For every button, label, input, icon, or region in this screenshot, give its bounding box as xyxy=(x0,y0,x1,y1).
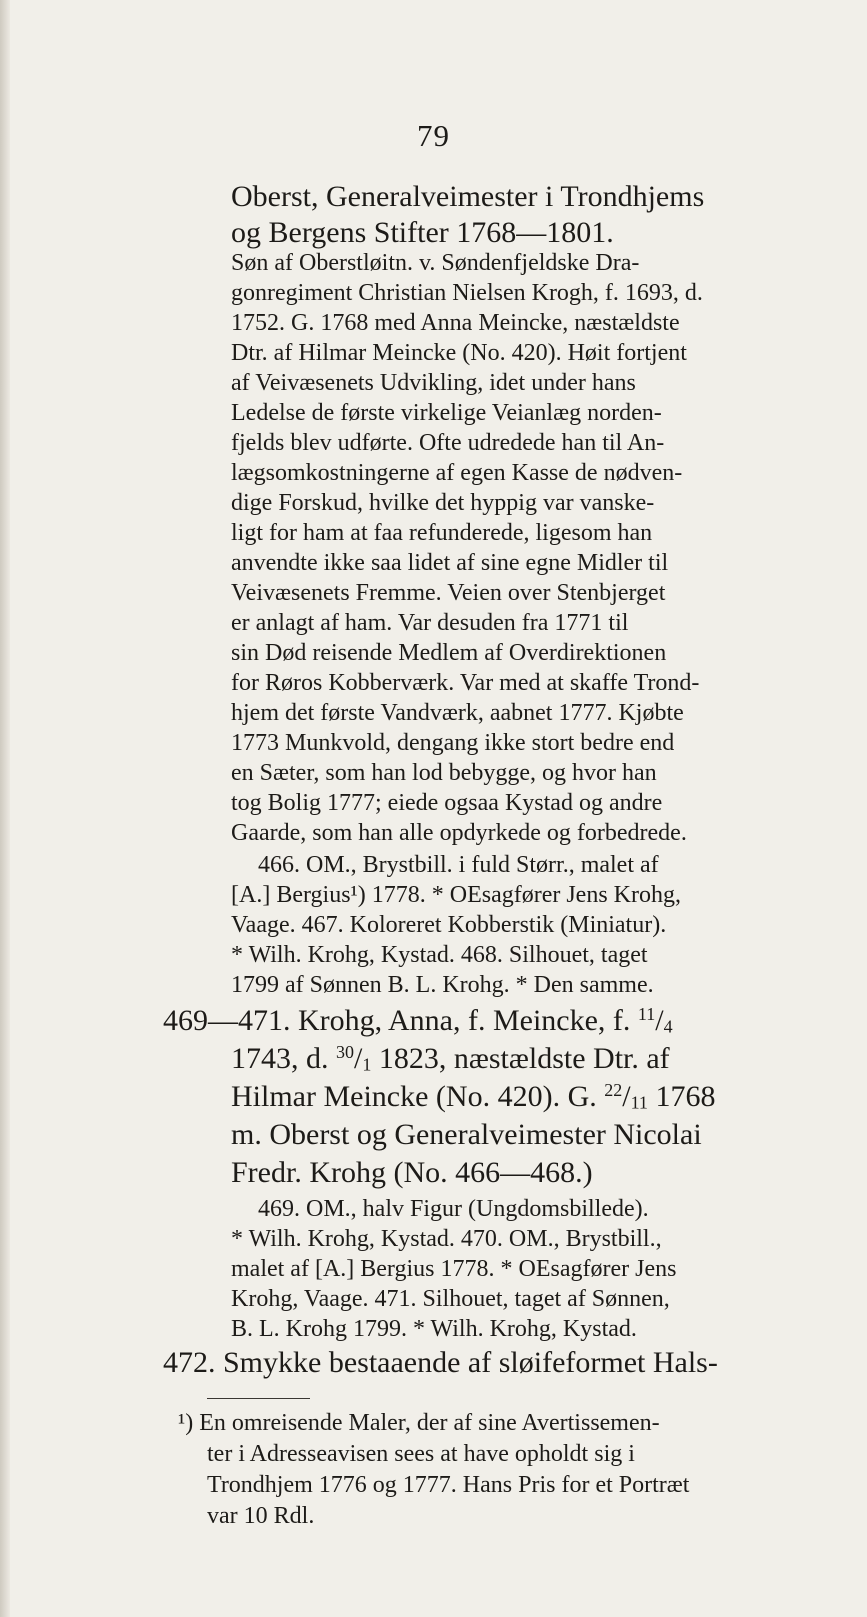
entry-text: 1743, d. xyxy=(231,1042,336,1075)
body-line: hjem det første Vandværk, aabnet 1777. Kjøbte xyxy=(231,700,684,726)
catalog-line: 466. OM., Brystbill. i fuld Størr., malet af xyxy=(258,852,659,878)
body-line: fjelds blev udførte. Ofte udredede han til An- xyxy=(231,430,665,456)
heading-line-1: Oberst, Generalveimester i Trondhjems xyxy=(231,180,705,213)
date-numerator: 30 xyxy=(336,1042,354,1063)
catalog-line: * Wilh. Krohg, Kystad. 470. OM., Brystbill., xyxy=(231,1226,662,1252)
catalog-line: Vaage. 467. Koloreret Kobberstik (Miniatur). xyxy=(231,912,667,938)
body-line: Dtr. af Hilmar Meincke (No. 420). Høit fortjent xyxy=(231,340,687,366)
body-line: ligt for ham at faa refunderede, ligesom han xyxy=(231,520,653,546)
entry-472: 472. Smykke bestaaende af sløifeformet Hals- xyxy=(163,1346,718,1379)
body-line: for Røros Kobberværk. Var med at skaffe Trond- xyxy=(231,670,700,696)
catalog-line: 1799 af Sønnen B. L. Krohg. * Den samme. xyxy=(231,972,654,998)
entry-text: 1768 xyxy=(647,1080,716,1113)
entry-line: 469—471. Krohg, Anna, f. Meincke, f. $^{11}/_4$ xyxy=(163,1004,673,1037)
footnote-line: ter i Adresseavisen sees at have opholdt sig i xyxy=(207,1441,635,1467)
body-line: lægsomkostningerne af egen Kasse de nødven- xyxy=(231,460,683,486)
body-line: dige Forskud, hvilke det hyppig var vanske- xyxy=(231,490,655,516)
catalog-line: Krohg, Vaage. 471. Silhouet, taget af Sønnen, xyxy=(231,1286,670,1312)
catalog-line: B. L. Krohg 1799. * Wilh. Krohg, Kystad. xyxy=(231,1316,637,1342)
body-line: anvendte ikke saa lidet af sine egne Midler til xyxy=(231,550,669,576)
entry-text: Hilmar Meincke (No. 420). G. xyxy=(231,1080,605,1113)
body-line: Gaarde, som han alle opdyrkede og forbedrede. xyxy=(231,820,687,846)
date-numerator: 11 xyxy=(637,1004,656,1025)
body-line: er anlagt af ham. Var desuden fra 1771 til xyxy=(231,610,629,636)
heading-line-2: og Bergens Stifter 1768—1801. xyxy=(231,216,614,249)
date-denominator: 11 xyxy=(630,1092,648,1113)
body-line: en Sæter, som han lod bebygge, og hvor han xyxy=(231,760,657,786)
footnote-line: ¹) En omreisende Maler, der af sine Avertissemen- xyxy=(178,1410,660,1436)
body-line: Ledelse de første virkelige Veianlæg norden- xyxy=(231,400,662,426)
entry-text: 469—471. Krohg, Anna, f. Meincke, f. xyxy=(163,1004,638,1037)
catalog-line: [A.] Bergius¹) 1778. * OEsagfører Jens Krohg, xyxy=(231,882,681,908)
body-line: gonregiment Christian Nielsen Krogh, f. 1693, d. xyxy=(231,280,703,306)
date-numerator: 22 xyxy=(604,1080,623,1101)
entry-text: 1823, næstældste Dtr. af xyxy=(371,1042,670,1075)
catalog-line: * Wilh. Krohg, Kystad. 468. Silhouet, taget xyxy=(231,942,648,968)
entry-line: Hilmar Meincke (No. 420). G. $^{22}/_{11}$ 1768 xyxy=(231,1080,716,1113)
page-edge-shadow xyxy=(0,0,10,1617)
footnote-line: Trondhjem 1776 og 1777. Hans Pris for et Portræt xyxy=(207,1472,690,1498)
footnote-rule xyxy=(207,1398,310,1399)
date-denominator: 1 xyxy=(362,1054,372,1075)
body-line: 1773 Munkvold, dengang ikke stort bedre end xyxy=(231,730,675,756)
body-line: Veivæsenets Fremme. Veien over Stenbjerget xyxy=(231,580,666,606)
body-line: Søn af Oberstløitn. v. Søndenfjeldske Dra- xyxy=(231,250,640,276)
date-denominator: 4 xyxy=(663,1016,673,1037)
catalog-line: 469. OM., halv Figur (Ungdomsbillede). xyxy=(258,1196,649,1222)
body-line: 1752. G. 1768 med Anna Meincke, næstældste xyxy=(231,310,680,336)
entry-line: 1743, d. $^{30}/_1$ 1823, næstældste Dtr. af xyxy=(231,1042,670,1075)
footnote-line: var 10 Rdl. xyxy=(207,1503,315,1529)
entry-line: m. Oberst og Generalveimester Nicolai xyxy=(231,1118,702,1151)
catalog-line: malet af [A.] Bergius 1778. * OEsagfører Jens xyxy=(231,1256,677,1282)
body-line: af Veivæsenets Udvikling, idet under hans xyxy=(231,370,636,396)
entry-line: Fredr. Krohg (No. 466—468.) xyxy=(231,1156,593,1189)
body-line: tog Bolig 1777; eiede ogsaa Kystad og andre xyxy=(231,790,663,816)
body-line: sin Død reisende Medlem af Overdirektionen xyxy=(231,640,667,666)
page-number: 79 xyxy=(417,118,450,153)
